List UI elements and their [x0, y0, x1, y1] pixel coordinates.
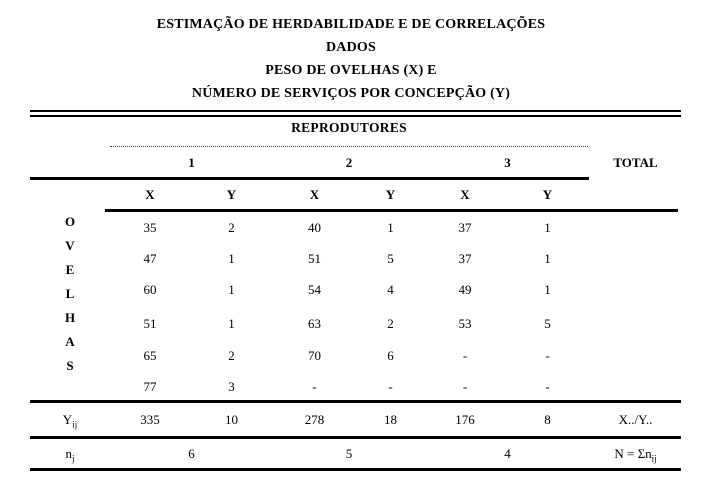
data-cell: 40 [308, 219, 321, 235]
totals-label-base: Y [62, 411, 73, 427]
vertical-letter: H [64, 310, 76, 325]
totals-row-label [30, 412, 110, 428]
data-cell: 2 [387, 315, 394, 331]
vertical-letter: L [65, 286, 75, 301]
table-row [30, 308, 681, 339]
data-cell: 2 [228, 347, 235, 363]
vertical-letter: V [65, 238, 75, 253]
group-row-rule [30, 177, 589, 180]
vertical-letter: S [66, 358, 74, 373]
total-header: TOTAL [613, 155, 658, 170]
table-row [30, 371, 681, 402]
group-header-row [30, 149, 681, 177]
total-cell: 18 [384, 411, 397, 427]
data-cell: - [462, 378, 468, 394]
table-row [30, 212, 681, 243]
data-cell: 53 [458, 315, 472, 331]
group-header-1: 1 [188, 155, 195, 170]
data-cell: 51 [308, 250, 321, 266]
n-row [30, 440, 681, 467]
vertical-letter: A [65, 334, 75, 349]
title-line-1: ESTIMAÇÃO DE HERDABILIDADE E DE CORRELAÇÕES [156, 17, 546, 32]
title-line-4: NÚMERO DE SERVIÇOS POR CONCEPÇÃO (Y) [191, 86, 511, 101]
data-cell: 1 [544, 219, 551, 235]
data-cell: 1 [387, 219, 394, 235]
xy-header-row [30, 181, 681, 208]
body-bottom-rule [30, 400, 681, 403]
table-row [30, 340, 681, 371]
column-header-y1: Y [226, 186, 237, 202]
data-cell: 6 [387, 347, 394, 363]
data-cell: 1 [228, 315, 235, 331]
grand-total-label: X../Y.. [618, 411, 653, 427]
totals-label-subscript: ij [72, 419, 78, 430]
total-cell: 278 [304, 411, 325, 427]
reprodutores-header: REPRODUTORES [291, 120, 407, 135]
data-cell: - [545, 347, 550, 363]
data-cell: 37 [458, 219, 472, 235]
data-cell: - [388, 378, 393, 394]
n-row-label [30, 446, 110, 462]
title-line-2: DADOS [325, 40, 376, 55]
dotted-rule [110, 146, 588, 147]
total-cell: 8 [544, 411, 551, 427]
data-cell: 1 [228, 250, 235, 266]
n-label-base: n [65, 445, 72, 461]
column-header-x3: X [460, 186, 470, 202]
n-total-base: N = Σn [614, 445, 652, 461]
data-cell: - [545, 378, 550, 394]
data-cell: 5 [387, 250, 394, 266]
table-top-double-rule [30, 110, 681, 117]
totals-row [30, 404, 681, 435]
n-cell-group2: 5 [345, 445, 353, 461]
totals-rule [30, 436, 681, 439]
total-cell: 176 [455, 411, 475, 427]
data-cell: 60 [143, 281, 157, 297]
data-cell: 1 [544, 281, 551, 297]
total-cell: 10 [225, 411, 238, 427]
data-cell: - [312, 378, 317, 394]
column-header-y3: Y [542, 186, 553, 202]
data-cell: 70 [308, 347, 321, 363]
data-cell: 51 [143, 315, 157, 331]
n-cell-group3: 4 [504, 445, 511, 461]
n-total-formula [590, 446, 681, 462]
data-cell: 65 [143, 347, 157, 363]
data-cell: 4 [387, 281, 394, 297]
column-header-x1: X [145, 186, 155, 202]
table-row [30, 274, 681, 305]
group-header-3: 3 [504, 155, 511, 170]
vertical-letter: O [64, 214, 76, 229]
data-cell: 63 [308, 315, 321, 331]
column-header-y2: Y [385, 186, 396, 202]
data-cell: 37 [458, 250, 472, 266]
title-line-3: PESO DE OVELHAS (X) E [265, 63, 437, 78]
data-cell: 5 [544, 315, 551, 331]
data-cell: 47 [143, 250, 157, 266]
total-cell: 335 [140, 411, 160, 427]
table-row [30, 243, 681, 274]
n-label-subscript: j [71, 453, 75, 464]
group-header-2: 2 [345, 155, 353, 170]
data-cell: 1 [228, 281, 235, 297]
column-header-x2: X [309, 186, 320, 202]
table-bottom-rule [30, 468, 681, 471]
data-cell: 3 [228, 378, 235, 394]
data-cell: 2 [228, 219, 235, 235]
document-title [0, 13, 702, 105]
vertical-letter: E [65, 262, 75, 277]
data-cell: - [462, 347, 468, 363]
n-total-subscript: ij [651, 453, 657, 464]
data-cell: 54 [308, 281, 321, 297]
data-cell: 35 [143, 219, 157, 235]
n-cell-group1: 6 [188, 445, 195, 461]
data-cell: 77 [143, 378, 157, 394]
data-cell: 1 [544, 250, 551, 266]
data-cell: 49 [458, 281, 472, 297]
